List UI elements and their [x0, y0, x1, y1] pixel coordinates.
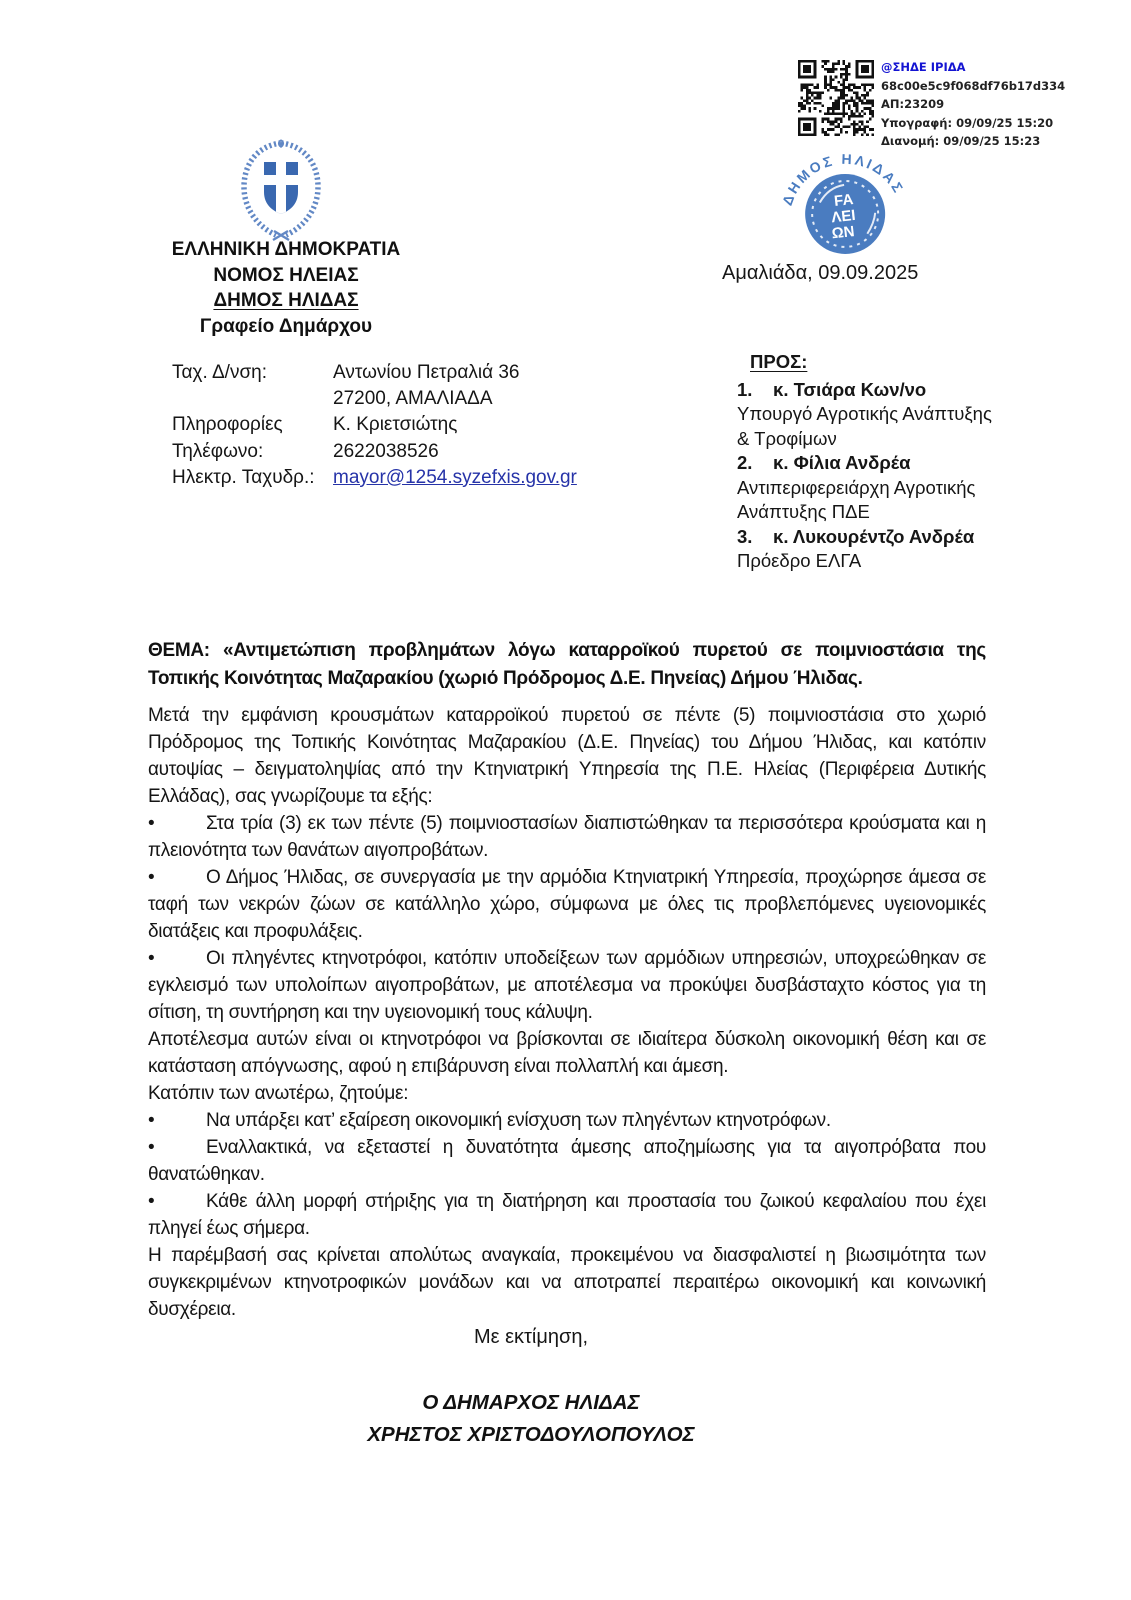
stamp-coin-line1: FA [833, 191, 855, 210]
email-link[interactable]: mayor@1254.syzefxis.gov.gr [333, 466, 577, 488]
body-bullet-item [148, 1107, 986, 1134]
irida-document-hash: 68c00e5c9f068df76b17d334 [881, 78, 1066, 93]
bullet-marker: • [148, 1191, 155, 1212]
org-country-line: ΕΛΛΗΝΙΚΗ ΔΗΜΟΚΡΑΤΙΑ [171, 239, 401, 260]
signature-block [148, 1387, 914, 1450]
contact-row-info [172, 412, 577, 438]
letterhead [140, 237, 432, 339]
recipient-name-line [737, 451, 1005, 476]
bullet-text: Οι πληγέντες κτηνοτρόφοι, κατόπιν υποδείξεων των αρμόδιων υπηρεσιών, υποχρεώθηκαν σε εγκλεισμό των υπολοίπων αιγοπροβάτων, με αποτέλεσμα να προκύψει δυσβάσταχτο κόστος για τη σίτιση, τη συντήρηση και την υγειονομική τους κάλυψη. [148, 948, 986, 1023]
recipient-role: Αντιπεριφερειάρχη Αγροτικής Ανάπτυξης ΠΔΕ [737, 476, 976, 522]
body-paragraph: Η παρέμβασή σας κρίνεται απολύτως αναγκαία, προκειμένου να διασφαλιστεί η βιωσιμότητα των συγκεκριμένων κτηνοτροφικών μονάδων και να αποτραπεί περαιτέρω οικονομική και κοινωνική δυσχέρεια. [148, 1245, 986, 1320]
bullet-text: Εναλλακτικά, να εξεταστεί η δυνατότητα άμεσης αποζημίωσης για τα αιγοπρόβατα που θανατώθηκαν. [148, 1137, 986, 1185]
irida-signature-timestamp: Υπογραφή: 09/09/25 15:20 [881, 115, 1054, 130]
bullet-marker: • [148, 948, 155, 969]
recipient-name: κ. Φίλια Ανδρέα [773, 452, 911, 473]
closing-salutation: Με εκτίμηση, [473, 1326, 589, 1348]
contact-row-postal [172, 386, 577, 412]
contact-details [172, 360, 577, 491]
org-municipality-line: ΔΗΜΟΣ ΗΛΙΔΑΣ [213, 290, 359, 311]
irida-metadata [881, 58, 1065, 151]
municipality-stamp-icon [770, 137, 918, 269]
irida-system-label: @ΣΗΔΕ ΙΡΙΔΑ [881, 60, 966, 74]
recipient-number: 2. [737, 452, 753, 473]
signer-title: Ο ΔΗΜΑΡΧΟΣ ΗΛΙΔΑΣ [422, 1391, 640, 1414]
recipient-number: 1. [737, 378, 753, 400]
contact-value: 2622038526 [333, 440, 439, 462]
bullet-marker: • [148, 867, 155, 888]
irida-distribution-timestamp: Διανομή: 09/09/25 15:23 [881, 134, 1041, 148]
recipients-block [737, 350, 1005, 574]
contact-label: Ταχ. Δ/νση: [172, 362, 268, 383]
recipient-name-line [737, 378, 1005, 403]
recipient-number: 3. [737, 525, 753, 547]
contact-row-phone [172, 439, 577, 465]
org-prefecture-line: ΝΟΜΟΣ ΗΛΕΙΑΣ [213, 264, 359, 286]
body-bullet-item [148, 810, 986, 864]
contact-row-email [172, 465, 577, 491]
contact-value: Αντωνίου Πετραλιά 36 [333, 362, 520, 383]
contact-label: Τηλέφωνο: [172, 440, 264, 462]
bullet-marker: • [148, 1137, 155, 1158]
body-bullet-item [148, 1188, 986, 1242]
place-date-line: Αμαλιάδα, 09.09.2025 [722, 262, 919, 284]
recipient-role: Πρόεδρο ΕΛΓΑ [737, 550, 862, 571]
recipients-heading: ΠΡΟΣ: [750, 351, 808, 372]
contact-value: 27200, ΑΜΑΛΙΑΔΑ [333, 388, 493, 410]
qr-code-icon [798, 58, 874, 138]
bullet-text: Στα τρία (3) εκ των πέντε (5) ποιμνιοστασίων διαπιστώθηκαν τα περισσότερα κρούσματα και η πλειονότητα των θανάτων αιγοπροβάτων. [148, 813, 986, 861]
recipient-name: κ. Τσιάρα Κων/νο [773, 378, 927, 400]
body-paragraph: Αποτέλεσμα αυτών είναι οι κτηνοτρόφοι να βρίσκονται σε ιδιαίτερα δύσκολη οικονομική θέση και σε κατάσταση απόγνωσης, αφού η επιβάρυνση είναι πολλαπλή και άμεση. [148, 1029, 986, 1077]
contact-label [172, 386, 333, 412]
subject-line: ΘΕΜΑ: «Αντιμετώπιση προβλημάτων λόγω καταρροϊκού πυρετού σε ποιμνιοστάσια της Τοπικής Κοινότητας Μαζαρακίου (χωριό Πρόδρομος Δ.Ε. Πηνείας) Δήμου Ήλιδας. [148, 640, 986, 689]
recipient-name-line [737, 525, 1005, 550]
body-bullet-item [148, 1134, 986, 1188]
stamp-arc-text: ΔΗΜΟΣ ΗΛΙΔΑΣ [778, 150, 908, 208]
letter-body [148, 702, 986, 1323]
bullet-marker: • [148, 813, 155, 834]
bullet-marker: • [148, 1110, 155, 1131]
irida-protocol-number: ΑΠ:23209 [881, 97, 945, 111]
stamp-coin-line3: ΩΝ [830, 223, 856, 243]
contact-label: Ηλεκτρ. Ταχυδρ.: [172, 466, 315, 488]
body-paragraph: Κατόπιν των ανωτέρω, ζητούμε: [148, 1083, 409, 1104]
recipient-name: κ. Λυκουρέντζο Ανδρέα [773, 525, 975, 547]
bullet-text: Να υπάρξει κατ’ εξαίρεση οικονομική ενίσχυση των πληγέντων κτηνοτρόφων. [206, 1110, 831, 1131]
contact-value: Κ. Κριετσιώτης [333, 414, 458, 436]
greek-coat-of-arms-icon [231, 136, 331, 242]
contact-row-address [172, 360, 577, 386]
org-office-line: Γραφείο Δημάρχου [199, 315, 373, 337]
signer-name: ΧΡΗΣΤΟΣ ΧΡΙΣΤΟΔΟΥΛΟΠΟΥΛΟΣ [367, 1422, 695, 1446]
bullet-text: Ο Δήμος Ήλιδας, σε συνεργασία με την αρμόδια Κτηνιατρική Υπηρεσία, προχώρησε άμεσα σε ταφή των νεκρών ζώων σε κατάλληλο χώρο, σύμφωνα με όλες τις προβλεπόμενες υγειονομικές διατάξεις και προφυλάξεις. [148, 867, 986, 942]
body-bullet-item [148, 945, 986, 1026]
body-paragraph: Μετά την εμφάνιση κρουσμάτων καταρροϊκού πυρετού σε πέντε (5) ποιμνιοστάσια στο χωριό Πρόδρομος της Τοπικής Κοινότητας Μαζαρακίου (Δ.Ε. Πηνείας) του Δήμου Ήλιδας, και κατόπιν αυτοψίας – δειγματοληψίας από την Κτηνιατρική Υπηρεσία της Π.Ε. Ηλείας (Περιφέρεια Δυτικής Ελλάδας), σας γνωρίζουμε τα εξής: [148, 705, 986, 807]
contact-label: Πληροφορίες [172, 414, 283, 436]
irida-registration-block [798, 58, 1065, 151]
body-bullet-item [148, 864, 986, 945]
recipient-role: Υπουργό Αγροτικής Ανάπτυξης & Τροφίμων [737, 403, 992, 449]
bullet-text: Κάθε άλλη μορφή στήριξης για τη διατήρηση και προστασία του ζωικού κεφαλαίου που έχει πληγεί έως σήμερα. [148, 1191, 986, 1239]
stamp-coin-line2: ΛΕΙ [830, 206, 857, 227]
